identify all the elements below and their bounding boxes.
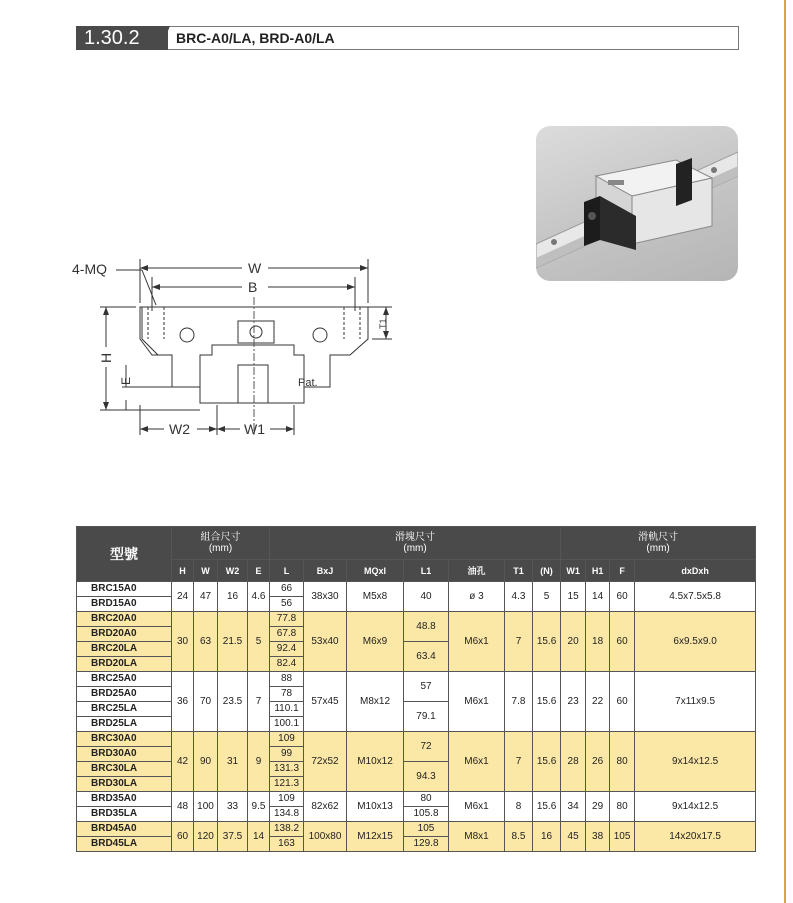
- cell-l1: 40: [404, 582, 449, 612]
- model-cell: BRD25A0: [77, 687, 172, 702]
- cell-l: 67.8: [270, 627, 304, 642]
- cell-dxdxh: 9x14x12.5: [635, 792, 756, 822]
- col-l: L: [270, 560, 304, 582]
- model-cell: BRC20A0: [77, 612, 172, 627]
- cell-l1: 94.3: [404, 762, 449, 792]
- cell-l1: 79.1: [404, 702, 449, 732]
- cell-w2: 21.5: [218, 612, 248, 672]
- col-bxj: BxJ: [304, 560, 347, 582]
- cell-rail-h1: 38: [586, 822, 610, 852]
- col-rail-f: F: [610, 560, 635, 582]
- cell-l: 78: [270, 687, 304, 702]
- cell-t1: 7.8: [505, 672, 533, 732]
- col-n: (N): [533, 560, 561, 582]
- cell-rail-w1: 34: [561, 792, 586, 822]
- cell-bxj: 82x62: [304, 792, 347, 822]
- cell-w: 120: [194, 822, 218, 852]
- col-h: H: [172, 560, 194, 582]
- cell-oil-hole: ø 3: [449, 582, 505, 612]
- col-l1: L1: [404, 560, 449, 582]
- cell-e: 9: [248, 732, 270, 792]
- cell-t1: 8.5: [505, 822, 533, 852]
- cell-e: 9.5: [248, 792, 270, 822]
- cell-rail-f: 60: [610, 612, 635, 672]
- cell-rail-w1: 28: [561, 732, 586, 792]
- cell-l: 77.8: [270, 612, 304, 627]
- model-cell: BRD20A0: [77, 627, 172, 642]
- cell-w2: 33: [218, 792, 248, 822]
- cell-rail-f: 80: [610, 732, 635, 792]
- table-row: [77, 792, 756, 807]
- col-t1: T1: [505, 560, 533, 582]
- cell-w: 63: [194, 612, 218, 672]
- cell-mqxl: M8x12: [347, 672, 404, 732]
- model-cell: BRD15A0: [77, 597, 172, 612]
- cell-rail-w1: 15: [561, 582, 586, 612]
- cell-rail-w1: 23: [561, 672, 586, 732]
- spec-table-body: [77, 582, 756, 852]
- cell-oil-hole: M6x1: [449, 792, 505, 822]
- cell-oil-hole: M6x1: [449, 672, 505, 732]
- table-row: [77, 732, 756, 747]
- section-number: 1.30.2: [76, 26, 168, 50]
- cell-dxdxh: 4.5x7.5x5.8: [635, 582, 756, 612]
- cell-w2: 16: [218, 582, 248, 612]
- model-cell: BRD25LA: [77, 717, 172, 732]
- cell-l: 66: [270, 582, 304, 597]
- model-cell: BRD20LA: [77, 657, 172, 672]
- cell-n: 16: [533, 822, 561, 852]
- cell-dxdxh: 9x14x12.5: [635, 732, 756, 792]
- cell-l1: 72: [404, 732, 449, 762]
- model-cell: BRC30A0: [77, 732, 172, 747]
- cell-mqxl: M10x12: [347, 732, 404, 792]
- cell-e: 4.6: [248, 582, 270, 612]
- table-row: [77, 822, 756, 837]
- cell-l: 109: [270, 792, 304, 807]
- cell-rail-f: 60: [610, 582, 635, 612]
- col-dxdxh: dxDxh: [635, 560, 756, 582]
- label-h: H: [98, 352, 114, 363]
- cell-l: 92.4: [270, 642, 304, 657]
- model-cell: BRD35LA: [77, 807, 172, 822]
- section-number-slant: [160, 26, 170, 50]
- col-mqxl: MQxl: [347, 560, 404, 582]
- cell-t1: 8: [505, 792, 533, 822]
- cell-l1: 105.8: [404, 807, 449, 822]
- cell-l: 163: [270, 837, 304, 852]
- cell-l: 121.3: [270, 777, 304, 792]
- cell-rail-w1: 45: [561, 822, 586, 852]
- cell-bxj: 57x45: [304, 672, 347, 732]
- section-header: [76, 26, 739, 50]
- model-cell: BRC20LA: [77, 642, 172, 657]
- cell-h: 42: [172, 732, 194, 792]
- cell-bxj: 38x30: [304, 582, 347, 612]
- label-b: B: [248, 279, 258, 295]
- cell-l1: 57: [404, 672, 449, 702]
- cell-oil-hole: M8x1: [449, 822, 505, 852]
- cell-l: 131.3: [270, 762, 304, 777]
- label-w1: W1: [244, 421, 265, 437]
- model-cell: BRC25A0: [77, 672, 172, 687]
- cell-l: 110.1: [270, 702, 304, 717]
- table-row: [77, 582, 756, 597]
- model-cell: BRD45LA: [77, 837, 172, 852]
- cell-t1: 7: [505, 732, 533, 792]
- cell-n: 5: [533, 582, 561, 612]
- cell-e: 14: [248, 822, 270, 852]
- group-rail-unit: (mm): [646, 543, 670, 554]
- group-block-unit: (mm): [403, 543, 427, 554]
- model-cell: BRC25LA: [77, 702, 172, 717]
- cell-n: 15.6: [533, 792, 561, 822]
- cell-l1: 129.8: [404, 837, 449, 852]
- table-row: [77, 672, 756, 687]
- model-cell: BRD45A0: [77, 822, 172, 837]
- label-t1: T1: [378, 318, 388, 329]
- cell-h: 36: [172, 672, 194, 732]
- cell-w: 100: [194, 792, 218, 822]
- model-cell: BRC15A0: [77, 582, 172, 597]
- cell-n: 15.6: [533, 672, 561, 732]
- cell-mqxl: M12x15: [347, 822, 404, 852]
- group-block-title: 滑塊尺寸: [395, 532, 436, 543]
- cell-l: 99: [270, 747, 304, 762]
- cell-h: 30: [172, 612, 194, 672]
- cell-l1: 48.8: [404, 612, 449, 642]
- cell-t1: 7: [505, 612, 533, 672]
- cell-rail-h1: 29: [586, 792, 610, 822]
- group-block-header: [270, 527, 561, 560]
- page-edge-line: [784, 0, 786, 903]
- model-cell: BRD35A0: [77, 792, 172, 807]
- spec-table: [76, 526, 756, 852]
- group-rail-header: [561, 527, 756, 560]
- cell-oil-hole: M6x1: [449, 732, 505, 792]
- label-pat: Pat.: [298, 377, 318, 389]
- cell-rail-f: 80: [610, 792, 635, 822]
- cell-e: 5: [248, 612, 270, 672]
- cell-l: 138.2: [270, 822, 304, 837]
- cell-l1: 105: [404, 822, 449, 837]
- cell-t1: 4.3: [505, 582, 533, 612]
- table-row: [77, 612, 756, 627]
- dimension-drawing: [72, 255, 392, 440]
- cell-rail-f: 105: [610, 822, 635, 852]
- cell-rail-h1: 14: [586, 582, 610, 612]
- col-w2: W2: [218, 560, 248, 582]
- cell-l: 134.8: [270, 807, 304, 822]
- cell-w: 90: [194, 732, 218, 792]
- label-4-mq: 4-MQ: [72, 261, 107, 277]
- group-assembly-unit: (mm): [208, 543, 233, 554]
- section-title: BRC-A0/LA, BRD-A0/LA: [176, 30, 335, 46]
- cell-l1: 80: [404, 792, 449, 807]
- cell-h: 60: [172, 822, 194, 852]
- cell-l: 56: [270, 597, 304, 612]
- cell-l: 109: [270, 732, 304, 747]
- model-header: 型號: [77, 527, 172, 582]
- cell-h: 48: [172, 792, 194, 822]
- cell-dxdxh: 7x11x9.5: [635, 672, 756, 732]
- model-cell: BRD30LA: [77, 777, 172, 792]
- cell-w2: 23.5: [218, 672, 248, 732]
- label-e: E: [119, 376, 133, 385]
- col-rail-w1: W1: [561, 560, 586, 582]
- col-oil-hole: 油孔: [449, 560, 505, 582]
- cell-bxj: 100x80: [304, 822, 347, 852]
- cell-w: 47: [194, 582, 218, 612]
- cell-e: 7: [248, 672, 270, 732]
- cell-l: 100.1: [270, 717, 304, 732]
- cell-rail-f: 60: [610, 672, 635, 732]
- model-cell: BRD30A0: [77, 747, 172, 762]
- col-w: W: [194, 560, 218, 582]
- cell-dxdxh: 14x20x17.5: [635, 822, 756, 852]
- col-e: E: [248, 560, 270, 582]
- cell-rail-w1: 20: [561, 612, 586, 672]
- cell-w2: 31: [218, 732, 248, 792]
- cell-l: 88: [270, 672, 304, 687]
- cell-w: 70: [194, 672, 218, 732]
- cell-h: 24: [172, 582, 194, 612]
- label-w2: W2: [169, 421, 190, 437]
- cell-bxj: 53x40: [304, 612, 347, 672]
- group-rail-title: 滑軌尺寸: [638, 532, 679, 543]
- group-assembly-header: [172, 527, 270, 560]
- cell-n: 15.6: [533, 732, 561, 792]
- cell-l: 82.4: [270, 657, 304, 672]
- cell-rail-h1: 26: [586, 732, 610, 792]
- cell-bxj: 72x52: [304, 732, 347, 792]
- label-w: W: [248, 260, 262, 276]
- model-cell: BRC30LA: [77, 762, 172, 777]
- group-assembly-title: 組合尺寸: [200, 532, 241, 543]
- cell-l1: 63.4: [404, 642, 449, 672]
- cell-mqxl: M6x9: [347, 612, 404, 672]
- product-photo: [536, 126, 738, 281]
- cell-n: 15.6: [533, 612, 561, 672]
- cell-rail-h1: 18: [586, 612, 610, 672]
- cell-w2: 37.5: [218, 822, 248, 852]
- cell-oil-hole: M6x1: [449, 612, 505, 672]
- cell-dxdxh: 6x9.5x9.0: [635, 612, 756, 672]
- col-rail-h1: H1: [586, 560, 610, 582]
- cell-rail-h1: 22: [586, 672, 610, 732]
- cell-mqxl: M5x8: [347, 582, 404, 612]
- cell-mqxl: M10x13: [347, 792, 404, 822]
